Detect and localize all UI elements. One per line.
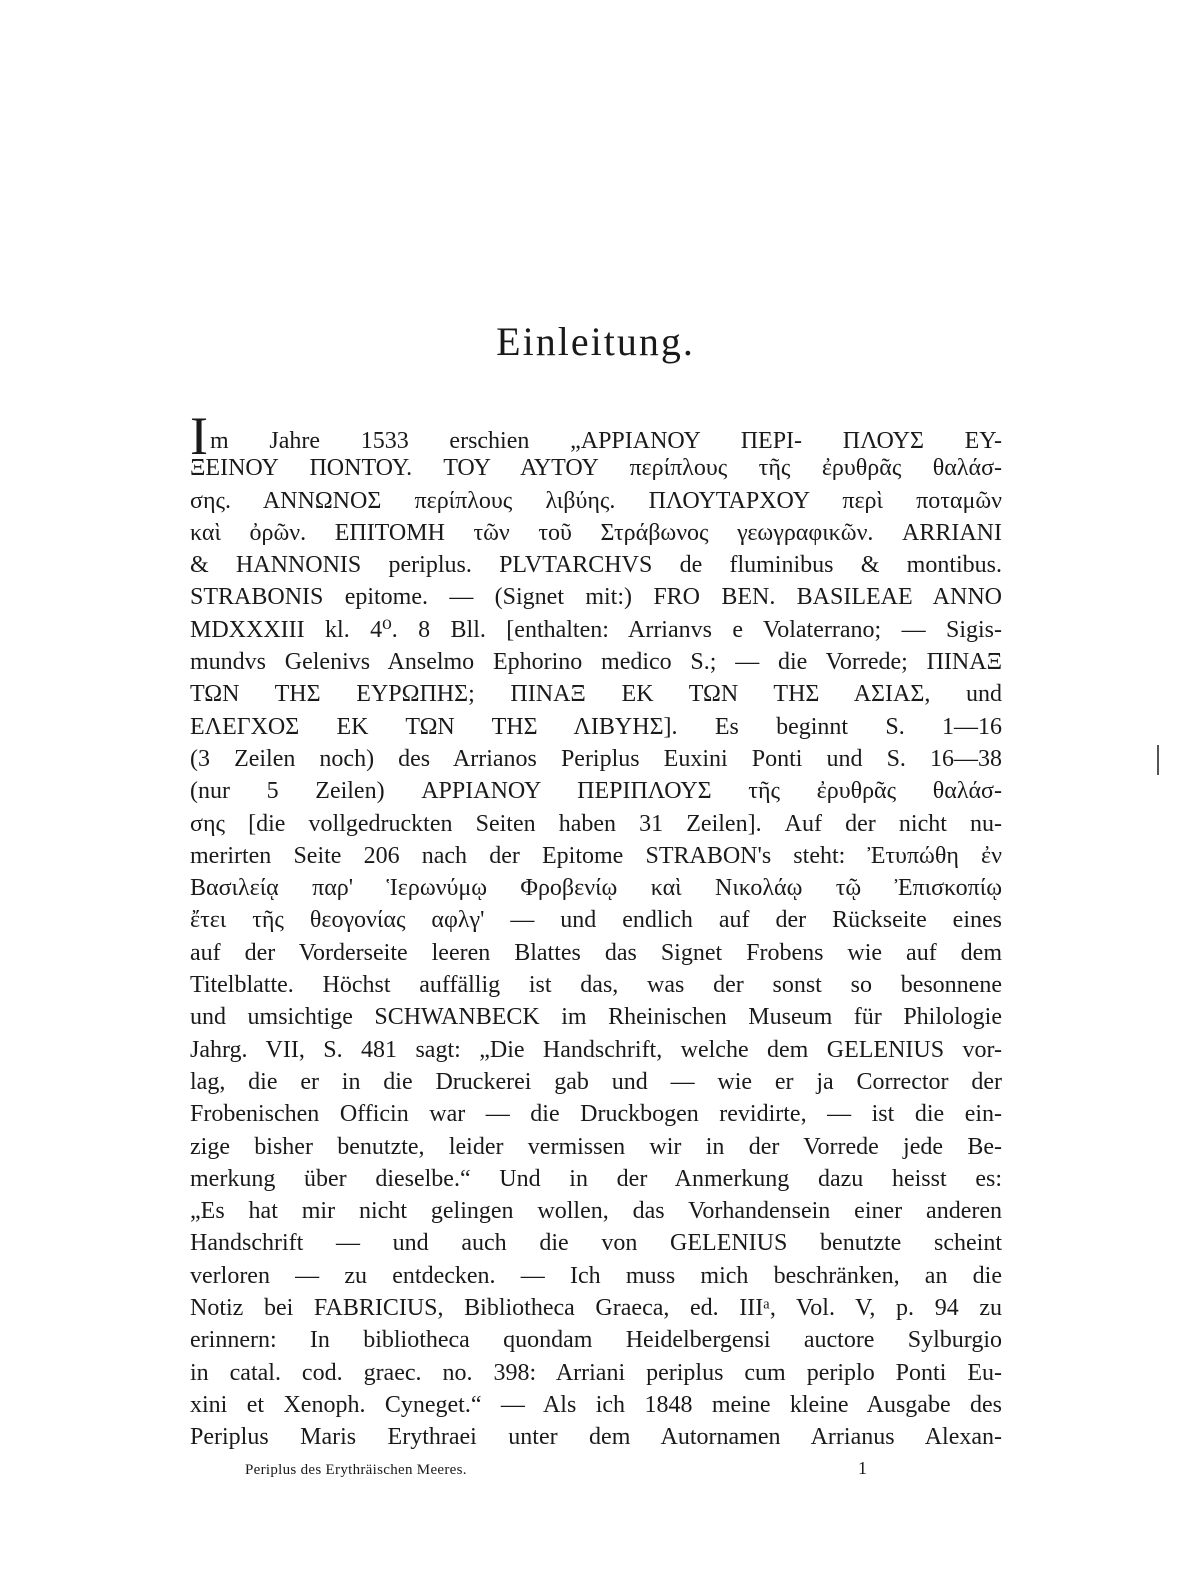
text-line-5: & HANNONIS periplus. PLVTARCHVS de fluminibus & montibus. (190, 552, 1002, 579)
text-line-2: ΞΕΙΝΟΥ ΠΟΝΤΟΥ. ΤΟΥ ΑΥΤΟΥ περίπλους τῆς ἐρυθρᾶς θαλάσ- (190, 455, 1002, 482)
text-line-30: in catal. cod. graec. no. 398: Arriani periplus cum periplo Ponti Eu- (190, 1359, 1002, 1386)
text-line-23: zige bisher benutzte, leider vermissen wir in der Vorrede jede Be- (190, 1133, 1002, 1160)
text-line-7: MDXXXIII kl. 4⁰. 8 Bll. [enthalten: Arrianvs e Volaterrano; — Sigis- (190, 616, 1002, 643)
text-line-18: Titelblatte. Höchst auffällig ist das, was der sonst so besonnene (190, 972, 1002, 999)
margin-mark (1157, 745, 1159, 775)
text-line-10: ΕΛΕΓΧΟΣ ΕΚ ΤΩΝ ΤΗΣ ΛΙΒΥΗΣ]. Es beginnt S. 1—16 (190, 713, 1002, 740)
text-line-26: Handschrift — und auch die von GELENIUS benutzte scheint (190, 1230, 1002, 1257)
text-line-20: Jahrg. VII, S. 481 sagt: „Die Handschrift, welche dem GELENIUS vor- (190, 1036, 1002, 1063)
text-line-25: „Es hat mir nicht gelingen wollen, das Vorhandensein einer anderen (190, 1198, 1002, 1225)
text-line-12: (nur 5 Zeilen) ΑΡΡΙΑΝΟΥ ΠΕΡΙΠΛΟΥΣ τῆς ἐρυθρᾶς θαλάσ- (190, 778, 1002, 805)
text-line-17: auf der Vorderseite leeren Blattes das Signet Frobens wie auf dem (190, 939, 1002, 966)
text-line-19: und umsichtige SCHWANBECK im Rheinischen Museum für Philologie (190, 1004, 1002, 1031)
text-line-32: Periplus Maris Erythraei unter dem Autornamen Arrianus Alexan- (190, 1424, 1002, 1451)
text-line-1: Im Jahre 1533 erschien „ΑΡΡΙΑΝΟΥ ΠΕΡΙ- ΠΛΟΥΣ ΕΥ- (190, 406, 1002, 466)
text-line-9: ΤΩΝ ΤΗΣ ΕΥΡΩΠΗΣ; ΠΙΝΑΞ ΕΚ ΤΩΝ ΤΗΣ ΑΣΙΑΣ, und (190, 681, 1002, 708)
footer-title: Periplus des Erythräischen Meeres. (245, 1462, 467, 1478)
text-line-4: καὶ ὀρῶν. ΕΠΙΤΟΜΗ τῶν τοῦ Στράβωνος γεωγραφικῶν. ARRIANI (190, 519, 1002, 546)
text-line-27: verloren — zu entdecken. — Ich muss mich beschränken, an die (190, 1262, 1002, 1289)
text-line-3: σης. ΑΝΝΩΝΟΣ περίπλους λιβύης. ΠΛΟΥΤΑΡΧΟΥ περὶ ποταμῶν (190, 487, 1002, 514)
text-line-15: Βασιλείᾳ παρ' Ἱερωνύμῳ Φροβενίῳ καὶ Νικολάῳ τῷ Ἐπισκοπίῳ (190, 875, 1002, 902)
text-line-28: Notiz bei FABRICIUS, Bibliotheca Graeca, ed. IIIᵃ, Vol. V, p. 94 zu (190, 1295, 1002, 1322)
text-line-22: Frobenischen Officin war — die Druckbogen revidirte, — ist die ein- (190, 1101, 1002, 1128)
text-line-13: σης [die vollgedruckten Seiten haben 31 Zeilen]. Auf der nicht nu- (190, 810, 1002, 837)
text-line-21: lag, die er in die Druckerei gab und — wie er ja Corrector der (190, 1068, 1002, 1095)
drop-cap: I (190, 406, 208, 466)
text-line-6: STRABONIS epitome. — (Signet mit:) FRO BEN. BASILEAE ANNO (190, 584, 1002, 611)
text-line-8: mundvs Gelenivs Anselmo Ephorino medico S.; — die Vorrede; ΠΙΝΑΞ (190, 649, 1002, 676)
body-text (190, 406, 1002, 1454)
text-line-14: merirten Seite 206 nach der Epitome STRABON's steht: Ἐτυπώθη ἐν (190, 842, 1002, 869)
text-line-11: (3 Zeilen noch) des Arrianos Periplus Euxini Ponti und S. 16—38 (190, 745, 1002, 772)
text-line-24: merkung über dieselbe.“ Und in der Anmerkung dazu heisst es: (190, 1165, 1002, 1192)
text-line-29: erinnern: In bibliotheca quondam Heidelbergensi auctore Sylburgio (190, 1327, 1002, 1354)
chapter-heading: Einleitung. (496, 319, 695, 364)
page-number: 1 (858, 1458, 867, 1478)
text-line-16: ἔτει τῆς θεογονίας αφλγ' — und endlich auf der Rückseite eines (190, 907, 1002, 934)
text-line-31: xini et Xenoph. Cyneget.“ — Als ich 1848 meine kleine Ausgabe des (190, 1391, 1002, 1418)
